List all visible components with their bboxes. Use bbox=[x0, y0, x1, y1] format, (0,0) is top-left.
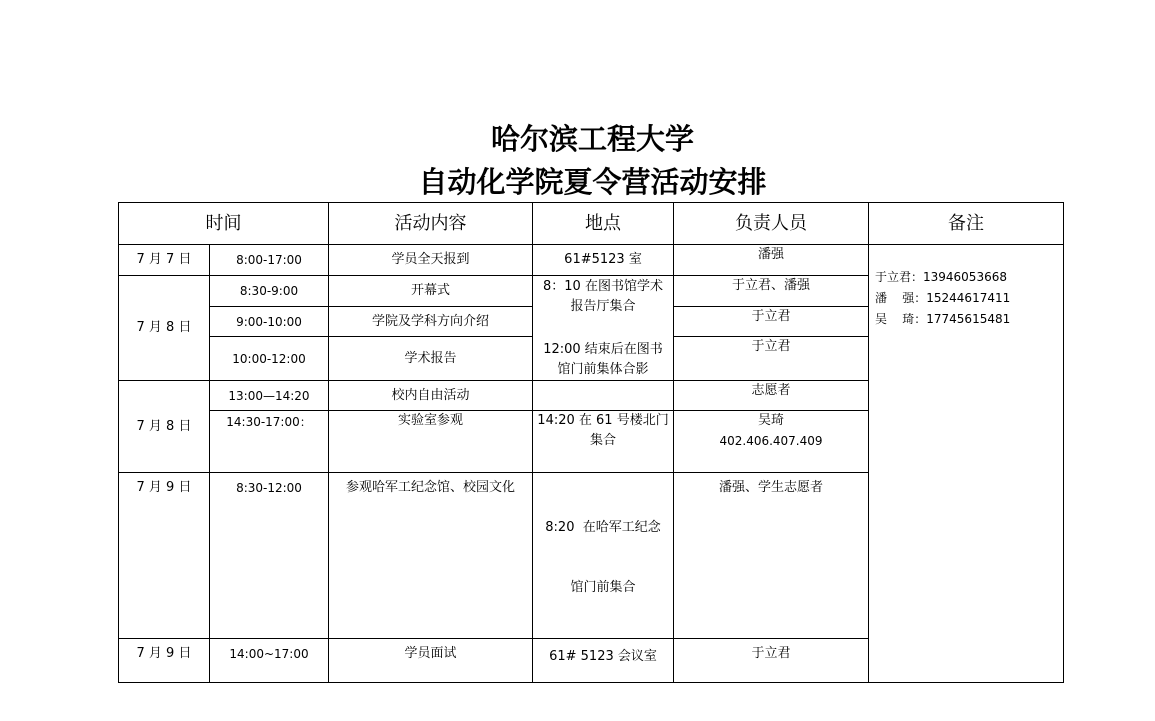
activity-cell: 开幕式 bbox=[329, 276, 533, 307]
time-cell: 9:00-10:00 bbox=[210, 307, 329, 337]
location-cell bbox=[533, 411, 674, 473]
location-cell bbox=[533, 276, 674, 337]
header-activity: 活动内容 bbox=[329, 203, 533, 245]
location-line: 馆门前集体合影 bbox=[557, 362, 649, 377]
note-contact: 于立君：13946053668 bbox=[875, 270, 1007, 284]
location-cell bbox=[533, 337, 674, 381]
note-contact: 潘 强：15244617411 bbox=[875, 291, 1011, 305]
time-cell: 13:00—14:20 bbox=[210, 381, 329, 411]
location-line: 8:20 在哈军工纪念 bbox=[545, 520, 661, 535]
page-title: 哈尔滨工程大学 bbox=[490, 122, 694, 156]
date-cell: 7 月 8 日 bbox=[119, 381, 210, 473]
location-cell bbox=[533, 473, 674, 639]
activity-cell: 校内自由活动 bbox=[329, 381, 533, 411]
header-location: 地点 bbox=[533, 203, 674, 245]
activity-cell: 实验室参观 bbox=[329, 411, 533, 473]
notes-cell bbox=[869, 245, 1064, 683]
schedule-table bbox=[118, 202, 1064, 683]
note-contact: 吴 琦：17745615481 bbox=[875, 312, 1011, 326]
location-line: 集合 bbox=[589, 433, 616, 448]
location-line: 8：10 在图书馆学术 bbox=[543, 279, 663, 294]
date-cell: 7 月 9 日 bbox=[119, 473, 210, 639]
time-cell: 8:30-9:00 bbox=[210, 276, 329, 307]
date-cell: 7 月 9 日 bbox=[119, 639, 210, 683]
header-staff: 负责人员 bbox=[674, 203, 869, 245]
staff-cell: 于立君、潘强 bbox=[674, 276, 869, 307]
location-cell bbox=[533, 381, 674, 411]
time-cell: 8:00-17:00 bbox=[210, 245, 329, 276]
time-cell: 14:30-17:00： bbox=[210, 411, 329, 473]
activity-cell: 学员面试 bbox=[329, 639, 533, 683]
header-time: 时间 bbox=[119, 203, 329, 245]
staff-cell: 潘强 bbox=[674, 245, 869, 276]
staff-cell bbox=[674, 411, 869, 473]
date-cell: 7 月 8 日 bbox=[119, 276, 210, 381]
staff-line: 402.406.407.409 bbox=[719, 434, 823, 448]
time-cell: 8:30-12:00 bbox=[210, 473, 329, 639]
location-cell: 61# 5123 会议室 bbox=[533, 639, 674, 683]
time-cell: 14:00~17:00 bbox=[210, 639, 329, 683]
staff-cell: 于立君 bbox=[674, 337, 869, 381]
staff-cell: 志愿者 bbox=[674, 381, 869, 411]
activity-cell: 学术报告 bbox=[329, 337, 533, 381]
staff-cell: 于立君 bbox=[674, 307, 869, 337]
staff-cell: 潘强、学生志愿者 bbox=[674, 473, 869, 639]
location-line: 12:00 结束后在图书 bbox=[543, 342, 663, 357]
staff-line: 吴琦 bbox=[757, 413, 784, 428]
location-line: 14:20 在 61 号楼北门 bbox=[537, 413, 669, 428]
location-line: 馆门前集合 bbox=[570, 580, 636, 595]
activity-cell: 参观哈军工纪念馆、校园文化 bbox=[329, 473, 533, 639]
location-cell: 61#5123 室 bbox=[533, 245, 674, 276]
date-cell: 7 月 7 日 bbox=[119, 245, 210, 276]
activity-cell: 学院及学科方向介绍 bbox=[329, 307, 533, 337]
location-line: 报告厅集合 bbox=[570, 299, 636, 314]
staff-cell: 于立君 bbox=[674, 639, 869, 683]
table-row bbox=[119, 245, 1064, 276]
header-row bbox=[119, 203, 1064, 245]
header-notes: 备注 bbox=[869, 203, 1064, 245]
page-subtitle: 自动化学院夏令营活动安排 bbox=[418, 165, 767, 199]
time-cell: 10:00-12:00 bbox=[210, 337, 329, 381]
activity-cell: 学员全天报到 bbox=[329, 245, 533, 276]
